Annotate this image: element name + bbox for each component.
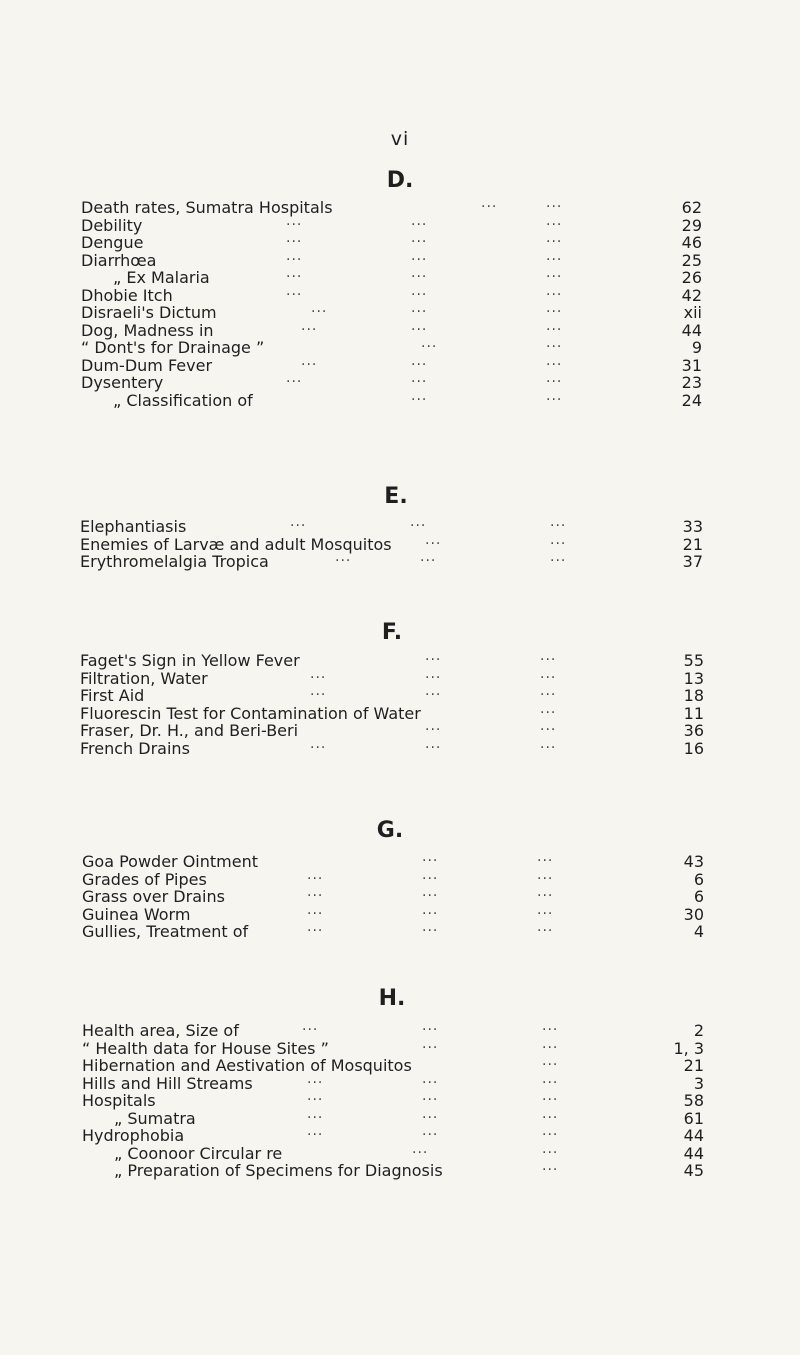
index-entry: Goa Powder Ointment ··· ··· 43 — [82, 852, 704, 871]
index-entry: Dysentery ··· ··· ··· 23 — [81, 373, 702, 392]
index-term: „ Coonoor Circular re — [114, 1143, 283, 1163]
index-term: Health area, Size of — [82, 1021, 239, 1040]
index-entry: Dhobie Itch ··· ··· ··· 42 — [81, 285, 702, 305]
index-page: xii — [683, 303, 702, 322]
index-page: 21 — [682, 534, 703, 554]
index-term: Elephantiasis — [80, 517, 187, 536]
index-term: Dum-Dum Fever — [81, 355, 213, 375]
index-page: 62 — [681, 198, 702, 217]
index-entry: Hospitals ··· ··· ··· 58 — [82, 1091, 704, 1110]
index-section-g — [82, 853, 704, 941]
index-term: Fraser, Dr. H., and Beri-Beri — [80, 721, 299, 740]
index-term: Grass over Drains — [82, 887, 225, 906]
index-entry: Death rates, Sumatra Hospitals ··· ··· 62 — [81, 198, 702, 217]
index-page: 31 — [681, 355, 702, 375]
index-page: 29 — [681, 215, 702, 235]
index-term: „ Ex Malaria — [113, 268, 210, 287]
index-page: 44 — [683, 1126, 704, 1145]
index-page: 58 — [683, 1091, 704, 1110]
index-term: Debility — [81, 215, 143, 235]
index-entry: Grades of Pipes ··· ··· ··· 6 — [82, 869, 704, 889]
index-term: “ Health data for House Sites ” — [82, 1038, 329, 1058]
index-page: 13 — [683, 668, 704, 688]
index-entry: French Drains ··· ··· ··· 16 — [80, 738, 704, 758]
index-term: Diarrhœa — [81, 250, 157, 270]
index-page: 42 — [681, 285, 702, 305]
index-term: Grades of Pipes — [82, 869, 207, 889]
index-page: 36 — [683, 721, 704, 740]
index-term: Filtration, Water — [80, 668, 208, 688]
section-heading-h: H. — [378, 986, 406, 1011]
section-heading-d: D. — [386, 168, 414, 193]
index-page: 16 — [683, 738, 704, 758]
index-page: 30 — [683, 904, 704, 924]
index-entry: Dum-Dum Fever ··· ··· ··· 31 — [81, 355, 702, 375]
index-term: Dengue — [81, 233, 144, 252]
index-term: Dysentery — [81, 373, 164, 392]
index-term: Death rates, Sumatra Hospitals — [81, 198, 333, 217]
index-term: Hibernation and Aestivation of Mosquitos — [82, 1056, 412, 1075]
index-entry: Grass over Drains ··· ··· ··· 6 — [82, 887, 704, 906]
index-page: 25 — [681, 250, 702, 270]
index-term: „ Classification of — [113, 390, 253, 410]
index-page: 24 — [681, 390, 702, 410]
index-term: Dog, Madness in — [81, 320, 214, 340]
index-term: Enemies of Larvæ and adult Mosquitos — [80, 534, 392, 554]
index-entry: Filtration, Water ··· ··· ··· 13 — [80, 668, 704, 688]
index-page: 37 — [682, 552, 703, 571]
index-term: „ Preparation of Specimens for Diagnosis — [114, 1161, 443, 1180]
index-page: 1, 3 — [673, 1038, 704, 1058]
index-page: 55 — [683, 651, 704, 670]
index-page: 46 — [681, 233, 702, 252]
index-entry: Health area, Size of ··· ··· ··· 2 — [82, 1021, 704, 1040]
index-term: Hospitals — [82, 1091, 156, 1110]
index-page: 4 — [693, 922, 704, 941]
index-section-f — [80, 652, 704, 757]
index-page: 23 — [681, 373, 702, 392]
index-section-e — [80, 518, 703, 571]
index-page: 44 — [681, 320, 702, 340]
index-entry: Diarrhœa ··· ··· ··· 25 — [81, 250, 702, 270]
index-term: Hydrophobia — [82, 1126, 185, 1145]
index-term: “ Dont's for Drainage ” — [81, 338, 265, 357]
index-entry: Erythromelalgia Tropica ··· ··· ··· 37 — [80, 552, 703, 571]
index-entry: Fluorescin Test for Contamination of Water ··· 11 — [80, 703, 704, 723]
index-page: 2 — [693, 1021, 704, 1040]
index-section-h — [82, 1022, 704, 1180]
index-entry: Guinea Worm ··· ··· ··· 30 — [82, 904, 704, 924]
index-page: 3 — [693, 1073, 704, 1093]
index-term: Goa Powder Ointment — [82, 852, 258, 871]
index-page: 26 — [681, 268, 702, 287]
page-number: vi — [390, 128, 410, 150]
index-entry: Gullies, Treatment of ··· ··· ··· 4 — [82, 922, 704, 941]
index-term: Guinea Worm — [82, 904, 191, 924]
index-term: Gullies, Treatment of — [82, 922, 249, 941]
index-entry: Enemies of Larvæ and adult Mosquitos ··· ··· 21 — [80, 534, 703, 554]
index-entry: „ Ex Malaria ··· ··· ··· 26 — [113, 268, 702, 287]
index-term: „ Sumatra — [114, 1108, 196, 1128]
index-entry: „ Coonoor Circular re ··· ··· 44 — [114, 1143, 704, 1163]
index-section-d — [81, 199, 702, 409]
index-page: 21 — [683, 1056, 704, 1075]
index-term: Fluorescin Test for Contamination of Water — [80, 703, 421, 723]
index-page: 9 — [691, 338, 702, 357]
section-heading-e: E. — [384, 484, 408, 509]
section-heading-g: G. — [376, 818, 404, 843]
index-entry: Hibernation and Aestivation of Mosquitos ··· 21 — [82, 1056, 704, 1075]
index-page: 18 — [683, 686, 704, 705]
index-page: 43 — [683, 852, 704, 871]
index-entry: First Aid ··· ··· ··· 18 — [80, 686, 704, 705]
index-page: 6 — [693, 887, 704, 906]
index-entry: Disraeli's Dictum ··· ··· ··· xii — [81, 303, 702, 322]
section-heading-f: F. — [381, 620, 403, 645]
index-entry: Elephantiasis ··· ··· ··· 33 — [80, 517, 703, 536]
index-term: Dhobie Itch — [81, 285, 173, 305]
index-entry: Dengue ··· ··· ··· 46 — [81, 233, 702, 252]
index-entry: Dog, Madness in ··· ··· ··· 44 — [81, 320, 702, 340]
index-entry: Hydrophobia ··· ··· ··· 44 — [82, 1126, 704, 1145]
index-entry: Hills and Hill Streams ··· ··· ··· 3 — [82, 1073, 704, 1093]
index-page: 61 — [683, 1108, 704, 1128]
index-entry: “ Health data for House Sites ” ··· ··· 1, 3 — [82, 1038, 704, 1058]
index-entry: “ Dont's for Drainage ” ··· ··· 9 — [81, 338, 702, 357]
index-page: 11 — [683, 703, 704, 723]
index-entry: „ Classification of ··· ··· 24 — [113, 390, 702, 410]
index-term: Disraeli's Dictum — [81, 303, 217, 322]
index-page: 44 — [683, 1143, 704, 1163]
index-entry: „ Sumatra ··· ··· ··· 61 — [114, 1108, 704, 1128]
index-page: 6 — [693, 869, 704, 889]
index-entry: „ Preparation of Specimens for Diagnosis ··· 45 — [114, 1161, 704, 1180]
index-entry: Debility ··· ··· ··· 29 — [81, 215, 702, 235]
index-term: French Drains — [80, 738, 190, 758]
index-term: Faget's Sign in Yellow Fever — [80, 651, 300, 670]
index-term: Erythromelalgia Tropica — [80, 552, 269, 571]
index-page: 45 — [683, 1161, 704, 1180]
index-entry: Fraser, Dr. H., and Beri-Beri ··· ··· 36 — [80, 721, 704, 740]
index-entry: Faget's Sign in Yellow Fever ··· ··· 55 — [80, 651, 704, 670]
index-page: 33 — [682, 517, 703, 536]
index-term: Hills and Hill Streams — [82, 1073, 253, 1093]
index-term: First Aid — [80, 686, 145, 705]
